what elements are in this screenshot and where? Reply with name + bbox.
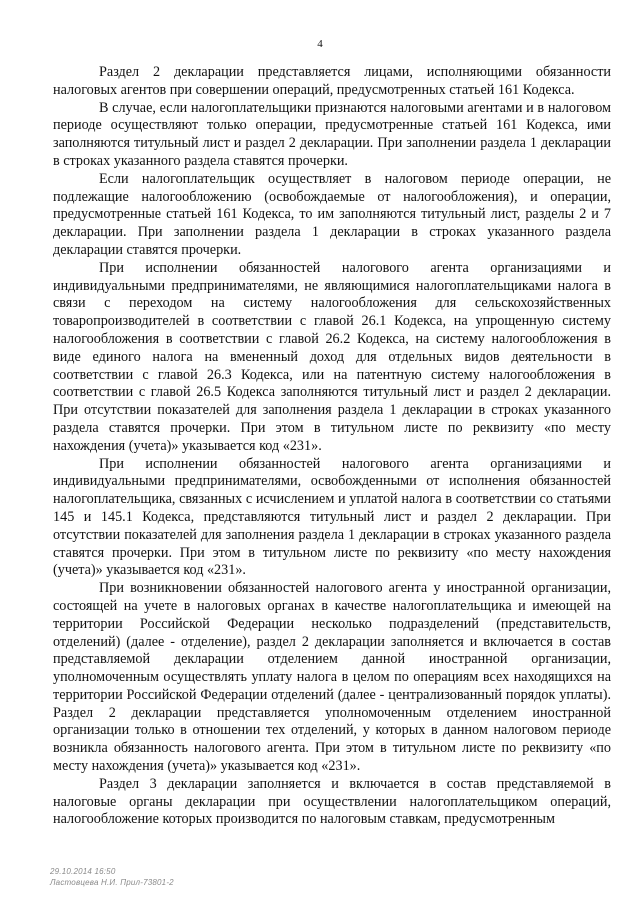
paragraph-section-2-agents: Раздел 2 декларации представляется лицами, исполняющими обязанности налоговых агентов при совершении операций, предусмотренных статьей 161 Кодекса.	[53, 64, 611, 98]
paragraph-foreign-organization: При возникновении обязанностей налогового агента у иностранной организации, состоящей на учете в налоговых органах в качестве налогоплательщика и имеющей на территории Российской Федерации несколько подразделений (представительств, отделений) (далее - отделение), раздел 2 декларации заполняется и включается в состав представляемой декларации отделением данной иностранной организации, уполномоченным осуществлять уплату налога в целом по операциям всех находящихся на территории Российской Федерации отделений (далее - централизованный порядок уплаты). Раздел 2 декларации представляется уполномоченным отделением иностранной организации только в отношении тех отделений, у которых в данном налоговом периоде возникла обязанность налогового агента. При этом в титульном листе по реквизиту «по месту нахождения (учета)» указывается код «231».	[53, 580, 611, 775]
footer-author: Ластовцева Н.И. Прил-73801-2	[50, 878, 174, 887]
document-body	[53, 64, 611, 829]
paragraph-section-3: Раздел 3 декларации заполняется и включается в состав представляемой в налоговые органы декларации при осуществлении налогоплательщиком операций, налогообложение которых производится по налоговым ставкам, предусмотренным	[53, 775, 611, 828]
paragraph-exempt-operations: Если налогоплательщик осуществляет в налоговом периоде операции, не подлежащие налогообложению (освобождаемые от налогообложения), и операции, предусмотренные статьей 161 Кодекса, то им заполняются титульный лист, разделы 2 и 7 декларации. При заполнении раздела 1 декларации в строках указанного раздела декларации ставятся прочерки.	[53, 170, 611, 258]
paragraph-special-regimes: При исполнении обязанностей налогового агента организациями и индивидуальными предпринимателями, не являющимися налогоплательщиками налога в связи с переходом на систему налогообложения для сельскохозяйственных товаропроизводителей в соответствии с главой 26.1 Кодекса, на упрощенную систему налогообложения в соответствии с главой 26.2 Кодекса, на систему налогообложения в виде единого налога на вмененный доход для отдельных видов деятельности в соответствии с главой 26.3 Кодекса, или на патентную систему налогообложения в соответствии с главой 26.5 Кодекса заполняются титульный лист и раздел 2 декларации. При отсутствии показателей для заполнения раздела 1 декларации в строках указанного раздела ставятся прочерки. При этом в титульном листе по реквизиту «по месту нахождения (учета)» указывается код «231».	[53, 259, 611, 454]
footer-timestamp: 29.10.2014 16:50	[50, 867, 116, 876]
paragraph-exempt-payers: При исполнении обязанностей налогового агента организациями и индивидуальными предпринимателями, освобожденными от исполнения обязанностей налогоплательщика, связанных с исчислением и уплатой налога в соответствии со статьями 145 и 145.1 Кодекса, представляются титульный лист и раздел 2 декларации. При отсутствии показателей для заполнения раздела 1 декларации в строках указанного раздела ставятся прочерки. При этом в титульном листе по реквизиту «по месту нахождения (учета)» указывается код «231».	[53, 455, 611, 579]
document-footer	[50, 866, 174, 888]
page-number: 4	[317, 38, 323, 50]
paragraph-tax-agents-only: В случае, если налогоплательщики признаются налоговыми агентами и в налоговом периоде осуществляют только операции, предусмотренные статьей 161 Кодекса, ими заполняются титульный лист и раздел 2 декларации. При заполнении раздела 1 декларации в строках указанного раздела ставятся прочерки.	[53, 99, 611, 169]
